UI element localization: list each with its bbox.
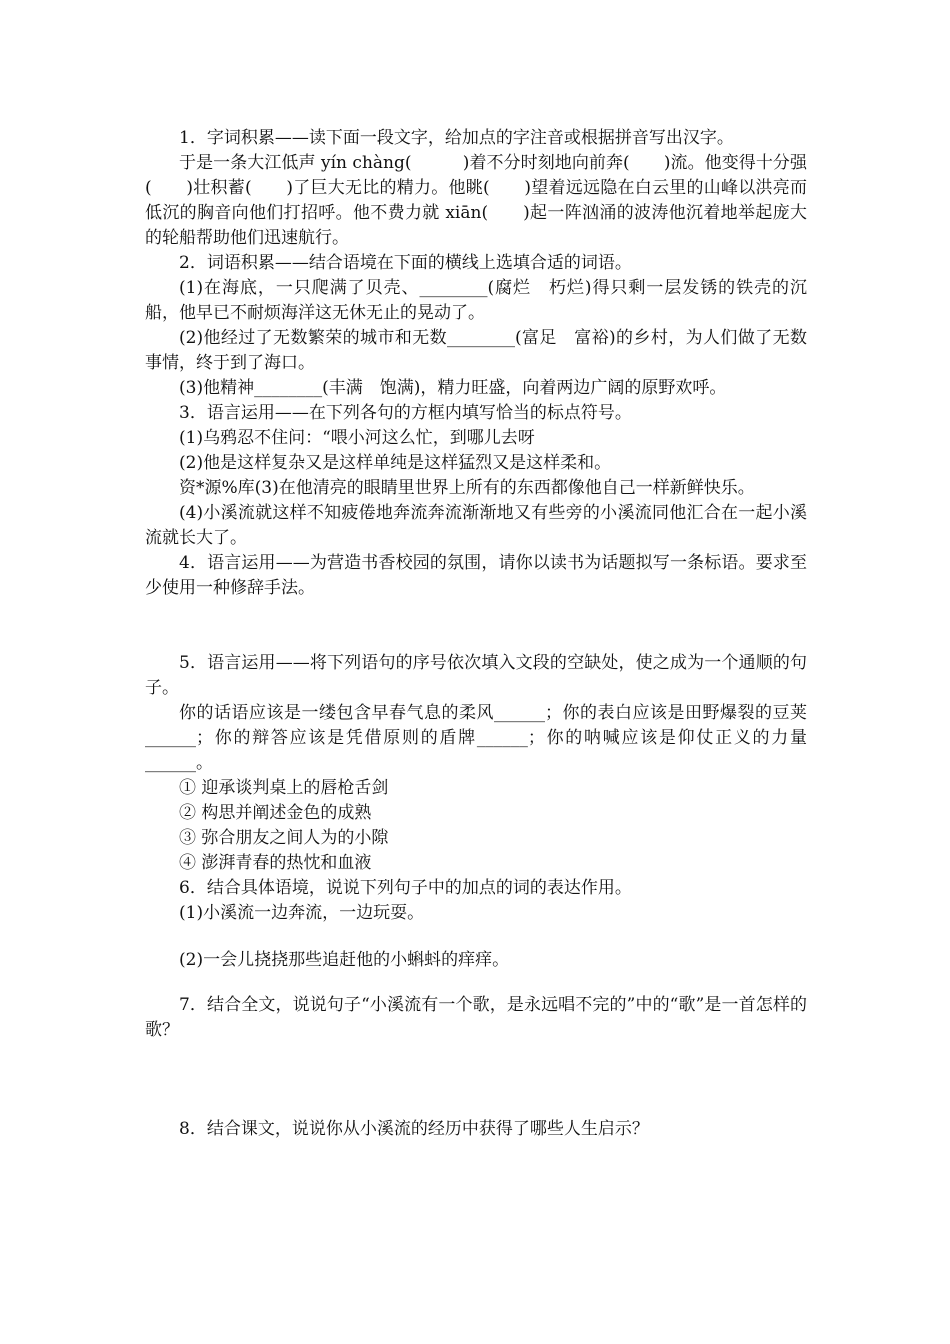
question-1-title: 1．字词积累——读下面一段文字，给加点的字注音或根据拼音写出汉字。 [179, 128, 734, 148]
question-2-item-1: (1)在海底，一只爬满了贝壳、________(腐烂 朽烂)得只剩一层发锈的铁壳的沉船，他早已不耐烦海洋这无休无止的晃动了。 [145, 278, 807, 323]
question-5-option-1: ① 迎承谈判桌上的唇枪舌剑 [179, 778, 389, 798]
question-3-item-1: (1)乌鸦忍不住问：“喂小河这么忙，到哪儿去呀 [179, 428, 535, 448]
answer-space-6-1 [145, 926, 807, 948]
question-6-item-2: (2)一会儿挠挠那些追赶他的小蝌蚪的痒痒。 [179, 950, 510, 970]
question-4-title: 4．语言运用——为营造书香校园的氛围，请你以读书为话题拟写一条标语。要求至少使用一种修辞手法。 [145, 553, 807, 598]
question-3-item-4: (4)小溪流就这样不知疲倦地奔流奔流渐渐地又有些旁的小溪流同他汇合在一起小溪流就长大了。 [145, 503, 807, 548]
question-6-item-1: (1)小溪流一边奔流，一边玩耍。 [179, 903, 425, 923]
question-5-passage: 你的话语应该是一缕包含早春气息的柔风______；你的表白应该是田野爆裂的豆荚______；你的辩答应该是凭借原则的盾牌______；你的呐喊应该是仰仗正义的力量______。 [145, 703, 807, 773]
question-5-option-3: ③ 弥合朋友之间人为的小隙 [179, 828, 389, 848]
question-7-title: 7．结合全文，说说句子“小溪流有一个歌，是永远唱不完的”中的“歌”是一首怎样的歌？ [145, 995, 807, 1040]
question-2-item-2: (2)他经过了无数繁荣的城市和无数________(富足 富裕)的乡村，为人们做了无数事情，终于到了海口。 [145, 328, 807, 373]
question-3-item-3: 资*源%库(3)在他清亮的眼睛里世界上所有的东西都像他自己一样新鲜快乐。 [179, 478, 755, 498]
question-3-title: 3．语言运用——在下列各句的方框内填写恰当的标点符号。 [179, 403, 632, 423]
answer-space-4 [145, 601, 807, 651]
question-3-item-2: (2)他是这样复杂又是这样单纯是这样猛烈又是这样柔和。 [179, 453, 612, 473]
question-2-title: 2．词语积累——结合语境在下面的横线上选填合适的词语。 [179, 253, 632, 273]
worksheet-content [145, 126, 807, 1142]
question-8-title: 8．结合课文，说说你从小溪流的经历中获得了哪些人生启示？ [179, 1119, 649, 1139]
question-1-passage: 于是一条大江低声 yín chàng( )着不分时刻地向前奔( )流。他变得十分强( )壮积蓄( )了巨大无比的精力。他眺( )望着远远隐在白云里的山峰以洪亮而低沉的胸音向他们打招呼。他不费力就 xiān( )起一阵汹涌的波涛他沉着地举起庞大的轮船帮助他们迅速航行。 [145, 153, 807, 248]
question-5-option-2: ② 构思并阐述金色的成熟 [179, 803, 372, 823]
answer-space-7 [145, 1043, 807, 1117]
question-5-title: 5．语言运用——将下列语句的序号依次填入文段的空缺处，使之成为一个通顺的句子。 [145, 653, 807, 698]
question-6-title: 6．结合具体语境，说说下列句子中的加点的词的表达作用。 [179, 878, 632, 898]
question-5-option-4: ④ 澎湃青春的热忱和血液 [179, 853, 372, 873]
question-2-item-3: (3)他精神________(丰满 饱满)，精力旺盛，向着两边广阔的原野欢呼。 [179, 378, 727, 398]
answer-space-6-2 [145, 973, 807, 993]
